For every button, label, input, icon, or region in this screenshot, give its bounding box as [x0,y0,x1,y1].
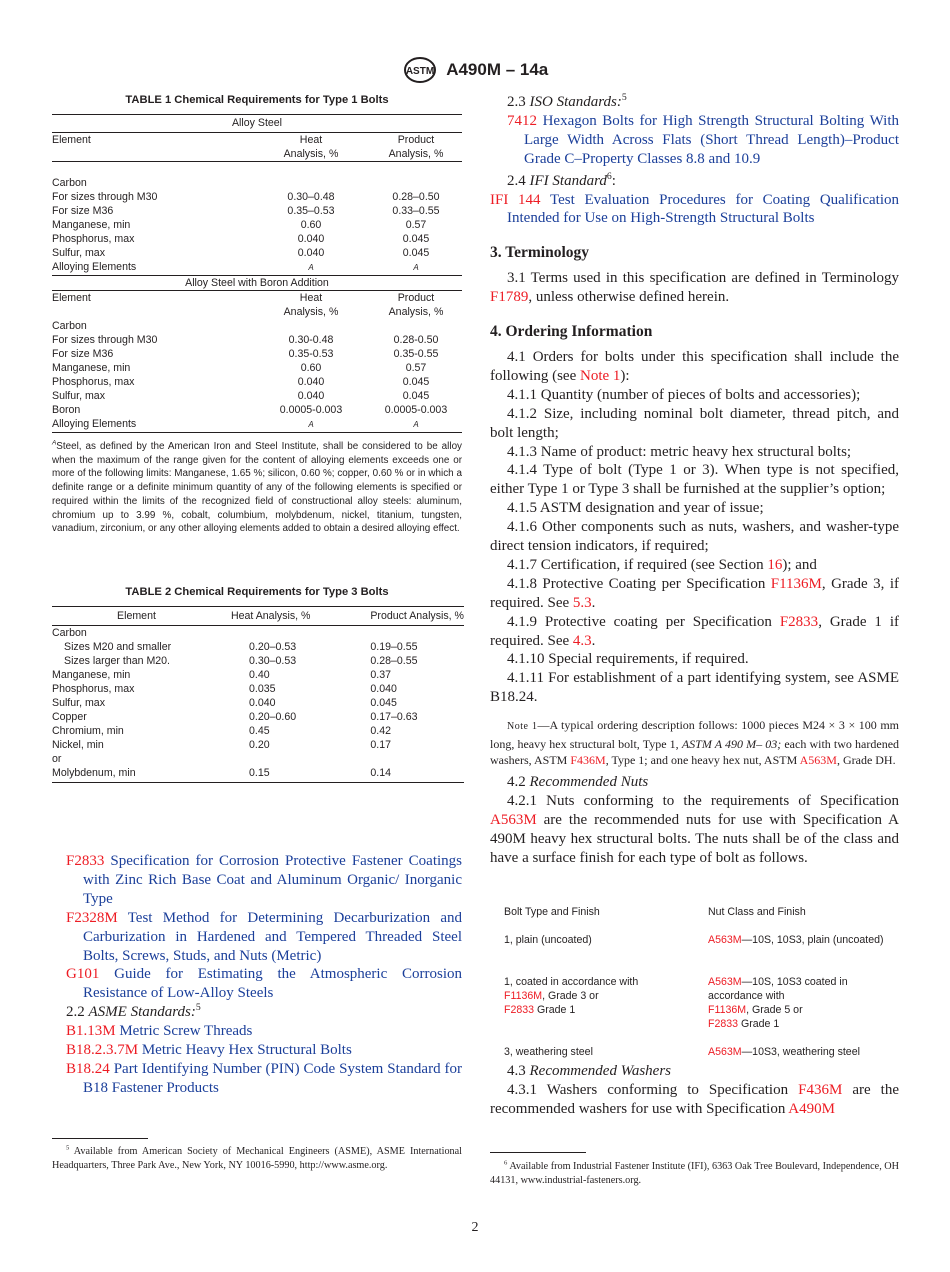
table1-col-element-2: Element [52,292,91,304]
table2-element-cell: Sizes larger than M20. [64,655,170,667]
ref-f2833 [66,852,462,909]
ref-f2833-title[interactable]: Specification for Corrosion Protective Fastener Coatings with Zinc Rich Base Coat and Aluminum Organic/ Inorganic Type [83,853,463,907]
ref-b18-24-link[interactable]: B18.24 [66,1060,110,1077]
table1-alloy-product-cell: 0.57 [405,219,427,231]
table2-row [52,766,464,780]
table1-boron-heat-cell [252,319,370,333]
table2-element-cell: Carbon [52,627,87,639]
nut-table-r1-nut: A563M—10S, 10S3, plain (uncoated) [708,934,884,946]
table1-col-heat: Heat [299,134,323,146]
table1-boron-heat-cell: 0.60 [300,362,322,374]
table1-boron-element-cell: Alloying Elements [52,418,137,430]
table1-alloy-row [52,176,462,190]
ref-b18-24-title[interactable]: Part Identifying Number (PIN) Code System Standard for B18 Fastener Products [83,1060,462,1096]
table2-row [52,752,464,766]
table1-boron-heat-cell: A [308,420,314,429]
table1-boron-product-cell: 0.35-0.55 [393,348,439,360]
table1-boron-row [52,361,462,375]
table2-product-cell [370,626,464,641]
table2-heat-cell: 0.45 [248,725,270,737]
ref-f2328m-title[interactable]: Test Method for Determining Decarburization and Carburization in Hardened and Tempered Threaded Steel Bolts, Screws, Studs, and Nuts (Metric) [83,909,463,964]
table2-product-cell: 0.17–0.63 [370,711,418,723]
table2-product-cell: 0.045 [370,697,397,709]
table1-alloy-element-cell: For size M36 [52,205,114,217]
table2-heat-cell: 0.20 [248,739,270,751]
footnote-5: $^5$ Available from American Society of Mechanical Engineers (ASME), ASME International Headquarters, Three Park Ave., New York, NY 10016-5990, http://www.asme.org. [52,1144,462,1171]
para-4-1-3: 4.1.3 Name of product: metric heavy hex structural bolts; [507,443,852,460]
table1-alloy-heat-cell: 0.60 [300,219,322,231]
nut-table-r2-bolt: 1, coated in accordance with F1136M, Grade 3 or F2833 Grade 1 [504,976,639,1016]
table2-element-cell: Manganese, min [52,669,131,681]
ref-b18-2-3-7m-link[interactable]: B18.2.3.7M [66,1042,139,1059]
table1-boron-row [52,347,462,361]
ref-g101 [66,965,462,1003]
table1-boron-row [52,333,462,347]
table1-boron-heat-cell: 0.040 [297,376,325,388]
ref-f2328m-link[interactable]: F2328M [66,909,118,926]
table1-boron-product-cell: 0.045 [402,376,430,388]
ref-b1-13m-title[interactable]: Metric Screw Threads [119,1023,253,1040]
table1-alloy-product-cell [370,176,462,190]
ref-g101-title[interactable]: Guide for Estimating the Atmospheric Corrosion Resistance of Low-Alloy Steels [83,966,463,1002]
table1-alloy-row [52,204,462,218]
link-4-3[interactable]: 4.3 [572,632,592,649]
right-column [490,93,899,868]
table1-boron-element-cell: Carbon [52,320,87,332]
para-4-2-heading: 4.2 Recommended Nuts [507,773,649,790]
para-4-1: 4.1 Orders for bolts under this specification shall include the following (see Note 1): [490,348,899,384]
table2-element-cell: Phosphorus, max [52,683,135,695]
table2-product-cell: 0.42 [370,725,391,737]
para-4-1-8: 4.1.8 Protective Coating per Specification F1136M, Grade 3, if required. See 5.3. [490,575,899,611]
table1-alloy-product-cell: 0.045 [402,233,430,245]
table1-alloy-heat-cell: A [308,263,314,272]
link-5-3[interactable]: 5.3 [572,594,592,611]
ref-f2833-link[interactable]: F2833 [66,853,105,869]
ref-f2328m [66,909,462,966]
para-4-1-7: 4.1.7 Certification, if required (see Section 16); and [507,556,817,573]
para-4-1-9: 4.1.9 Protective coating per Specification F2833, Grade 1 if required. See 4.3. [490,613,899,649]
table1-group1-label: Alloy Steel [52,115,462,133]
link-a490m[interactable]: A490M [788,1100,835,1117]
table1-alloy-row [52,218,462,232]
para-4-1-6: 4.1.6 Other components such as nuts, washers, and washer-type direct tension indicators, if required; [490,519,899,555]
link-f1136m[interactable]: F1136M [770,575,822,592]
table2-product-cell [370,752,464,766]
table2-col-product: Product Analysis, % [370,610,464,622]
table1-boron-product-cell: 0.57 [405,362,427,374]
note-link-a563m[interactable]: A563M [799,753,837,768]
table2-row [52,738,464,752]
table2-heat-cell: 0.40 [248,669,270,681]
table2-row [52,668,464,682]
table1-boron-element-cell: Boron [52,404,81,416]
table2-row [52,696,464,710]
astm-logo-icon [402,56,438,84]
ref-iso-7412-link[interactable]: 7412 [507,112,537,129]
table2-element-cell: Molybdenum, min [52,767,136,779]
table1-boron-element-cell: For size M36 [52,348,114,360]
ref-b18-2-3-7m [66,1041,462,1060]
table1-col-product-sub-2: Analysis, % [388,306,444,318]
table2-row [52,724,464,738]
table1-alloy-element-cell: Sulfur, max [52,247,105,259]
link-f2833[interactable]: F2833 [779,613,819,630]
table2-product-cell: 0.17 [370,739,391,751]
iso-standards-heading: 2.3 ISO Standards:$^5$ [507,92,627,110]
table1-col-product-2: Product [397,292,435,304]
table1-boron-element-cell: Sulfur, max [52,390,105,402]
note-link-f436m[interactable]: F436M [570,753,606,768]
section-4-heading: 4. Ordering Information [490,323,653,341]
para-3-1: 3.1 Terms used in this specification are defined in Terminology F1789, unless otherwise defined herein. [490,270,899,306]
table2-row [52,682,464,696]
table1-boron-row [52,403,462,417]
table1-alloy-element-cell: For sizes through M30 [52,191,158,203]
table1-alloy-row [52,246,462,260]
table1-alloy-heat-cell: 0.040 [297,247,325,259]
table1-boron-product-cell: 0.0005-0.003 [384,404,448,416]
table2-product-cell: 0.37 [370,669,391,681]
table2-row [52,654,464,668]
nut-table-r3-nut: A563M—10S3, weathering steel [708,1046,860,1058]
para-4-2-1: 4.2.1 Nuts conforming to the requirements of Specification A563M are the recommended nuts for use with Specification A 490M heavy hex structural bolts. The nuts shall be of the class and have a surface finish for each type of bolt as follows. [490,792,899,866]
table1-col-heat-2: Heat [299,292,323,304]
table1-alloy-product-cell: 0.045 [402,247,430,259]
para-4-1-11: 4.1.11 For establishment of a part identifying system, see ASME B18.24. [490,670,899,706]
table2-product-cell: 0.19–0.55 [370,641,418,653]
table1-group2-label: Alloy Steel with Boron Addition [52,276,462,291]
ref-b1-13m-link[interactable]: B1.13M [66,1023,116,1040]
table1-boron-heat-cell: 0.0005-0.003 [279,404,343,416]
table1-boron-row [52,389,462,403]
table1-boron-row [52,417,462,433]
table1-col-heat-sub-2: Analysis, % [283,306,339,318]
table1-boron-product-cell: 0.28-0.50 [393,334,439,346]
section-3-heading: 3. Terminology [490,244,590,262]
table2-col-heat: Heat Analysis, % [230,610,311,622]
table1-alloy-heat-cell: 0.35–0.53 [287,205,335,217]
table1-col-element: Element [52,134,91,146]
asme-standards-heading: 2.2 ASME Standards:$^5$ [66,1002,201,1021]
ref-iso-7412-title[interactable]: Hexagon Bolts for High Strength Structural Bolting With Large Width Across Flats (Short Thread Length)–Product Grade C–Property Classes 8.8 and 10.9 [524,112,899,167]
table1-col-heat-sub: Analysis, % [283,148,339,160]
link-section-16[interactable]: 16 [767,556,783,573]
table2-heat-cell: 0.20–0.53 [248,641,297,653]
table2-col-element: Element [117,610,156,622]
para-4-1-4: 4.1.4 Type of bolt (Type 1 or 3). When type is not specified, either Type 1 or Type 3 shall be furnished at the supplier’s option; [490,462,899,498]
ref-b1-13m [66,1022,462,1041]
table2-product-cell: 0.28–0.55 [370,655,418,667]
ref-iso-7412 [490,112,899,169]
footnote-rule-left [52,1138,148,1139]
table1-alloy-heat-cell: 0.040 [297,233,325,245]
link-a563m[interactable]: A563M [490,811,537,828]
table2-product-cell: 0.14 [370,767,391,779]
table1-footnote [52,440,462,536]
table2-product-cell: 0.040 [370,683,397,695]
table1-boron-product-cell: A [413,420,419,429]
para-4-1-5: 4.1.5 ASTM designation and year of issue; [507,500,764,517]
table1-boron-row [52,319,462,333]
astm-logo-text: ASTM [405,66,434,77]
table2-element-cell: Sizes M20 and smaller [64,641,172,653]
table2-heat-cell: 0.30–0.53 [248,655,297,667]
table1-footnote-mark: A [52,439,57,447]
para-4-1-10: 4.1.10 Special requirements, if required. [507,651,749,668]
note-1: Note 1—A typical ordering description follows: 1000 pieces M24 × 3 × 100 mm long, heavy hex structural bolt, Type 1, ASTM A 490 M– 03; each with two hardened washers, ASTM F436M, Type 1; and one heavy hex nut, ASTM A563M, Grade DH. [490,718,900,768]
table2-row [52,626,464,641]
table1-alloy-product-cell: A [413,263,419,272]
link-note-1[interactable]: Note 1 [579,367,621,384]
table1-col-product-sub: Analysis, % [388,148,444,160]
table1 [52,114,462,439]
table1-boron-product-cell: 0.045 [402,390,430,402]
para-4-1-1: 4.1.1 Quantity (number of pieces of bolts and accessories); [507,386,861,403]
nut-table-r2-nut: A563M—10S, 10S3 coated in accordance with F1136M, Grade 5 or F2833 Grade 1 [708,976,848,1030]
table1-alloy-row [52,190,462,204]
table1-caption: TABLE 1 Chemical Requirements for Type 1 Bolts [125,94,389,106]
ifi-standard-heading: 2.4 IFI Standard$^6$: [507,170,616,189]
table2-element-cell: Chromium, min [52,725,124,737]
ref-g101-link[interactable]: G101 [66,966,100,983]
table2-row [52,710,464,724]
table1-boron-product-cell [370,319,462,333]
ref-b18-2-3-7m-title[interactable]: Metric Heavy Hex Structural Bolts [141,1042,352,1059]
table1-alloy-product-cell: 0.33–0.55 [392,205,440,217]
table2-element-cell: Sulfur, max [52,697,105,709]
table2-heat-cell: 0.20–0.60 [248,711,297,723]
table1-alloy-element-cell: Phosphorus, max [52,233,135,245]
table2-heat-cell [221,752,370,766]
table1-alloy-row [52,232,462,246]
left-references [66,852,462,1098]
table2-row [52,640,464,654]
table1-alloy-heat-cell [252,176,370,190]
table1-alloy-element-cell: Carbon [52,177,87,189]
table1-boron-heat-cell: 0.040 [297,390,325,402]
footnote-rule-right [490,1152,586,1153]
table2-caption: TABLE 2 Chemical Requirements for Type 3 Bolts [125,586,389,598]
nut-table-r1-bolt: 1, plain (uncoated) [504,934,592,946]
footnote-6: $^6$ Available from Industrial Fastener Institute (IFI), 6363 Oak Tree Boulevard, Independence, OH 44131, www.industrial-fasteners.org. [490,1159,900,1186]
link-f436m[interactable]: F436M [798,1081,843,1098]
table2-heat-cell: 0.15 [248,767,270,779]
table1-alloy-element-cell: Manganese, min [52,219,131,231]
table1-boron-heat-cell: 0.35-0.53 [288,348,334,360]
table2-element-cell: Nickel, min [52,739,104,751]
page-header [0,56,950,84]
nut-table-col-nut: Nut Class and Finish [708,906,806,918]
link-f1789[interactable]: F1789 [490,289,529,306]
ref-ifi-144-link[interactable]: IFI 144 [490,191,541,208]
para-4-1-2: 4.1.2 Size, including nominal bolt diameter, thread pitch, and bolt length; [490,405,899,441]
table1-alloy-element-cell: Alloying Elements [52,261,137,273]
table1-boron-element-cell: For sizes through M30 [52,334,158,346]
table1-col-product: Product [397,134,435,146]
table2-heat-cell: 0.040 [248,697,276,709]
designation-title: A490M – 14a [446,60,549,79]
nut-table-col-bolt: Bolt Type and Finish [504,906,600,918]
table1-footnote-text: Steel, as defined by the American Iron and Steel Institute, shall be considered to be alloy when the maximum of the range given for the content of alloying elements exceeds one or more of the following limits: Manganese, 1.65 %; silicon, 0.60 %; copper, 0.60 % or in which a definite range or a definite minimum quantity of any of the following elements is specified or required within the limits of the recognized field of constructional alloy steels: aluminum, chromium up to 3.99 %, cobalt, columbium, molybdenum, nickel, titanium, tungsten, vanadium, zirconium, or any other alloying elements added to obtain a desired alloying effect. [52,441,462,535]
table2-heat-cell [221,626,370,641]
ref-b18-24 [66,1060,462,1098]
page-number: 2 [471,1220,479,1235]
table2-element-cell: or [52,753,62,765]
table2 [52,606,464,783]
table1-boron-row [52,375,462,389]
table1-boron-element-cell: Manganese, min [52,362,131,374]
ref-ifi-144-title[interactable]: Test Evaluation Procedures for Coating Qualification Intended for Use on High-Strength Structural Bolts [507,191,899,227]
para-4-3-heading: 4.3 Recommended Washers [507,1063,671,1079]
table1-alloy-row [52,260,462,276]
nut-class-table [504,905,894,1059]
table1-alloy-heat-cell: 0.30–0.48 [287,191,335,203]
ref-ifi-144 [490,191,899,229]
table2-heat-cell: 0.035 [248,683,276,695]
para-4-3-1: 4.3.1 Washers conforming to Specification F436M are the recommended washers for use with Specification A490M [490,1081,899,1117]
table1-alloy-product-cell: 0.28–0.50 [392,191,440,203]
table1-boron-heat-cell: 0.30-0.48 [288,334,334,346]
table1-boron-element-cell: Phosphorus, max [52,376,135,388]
right-column-bottom [490,1062,899,1119]
table2-element-cell: Copper [52,711,87,723]
nut-table-r3-bolt: 3, weathering steel [504,1046,593,1058]
